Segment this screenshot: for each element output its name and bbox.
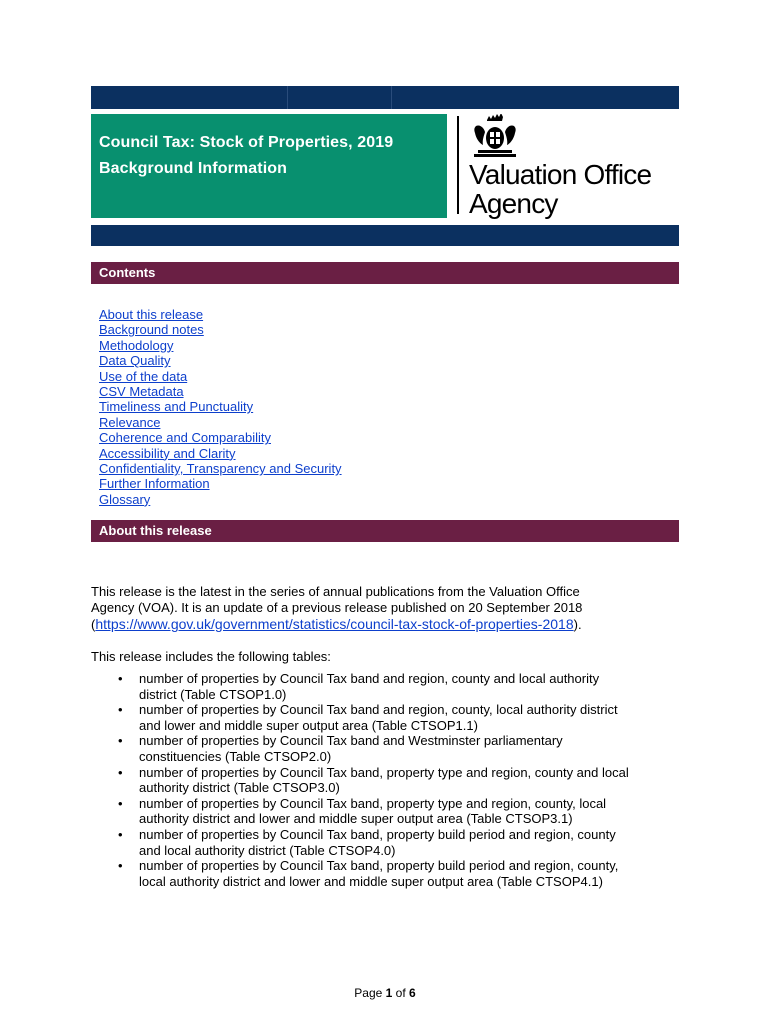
about-text-line: Agency (VOA). It is an update of a previous release published on 20 September 2018 bbox=[91, 600, 583, 615]
toc-item bbox=[99, 369, 342, 384]
page-total: 6 bbox=[409, 986, 416, 1000]
list-item-line: • number of properties by Council Tax band, property build period and region, county bbox=[139, 826, 616, 842]
list-item bbox=[118, 702, 678, 733]
list-item-line: • number of properties by Council Tax band, property type and region, county and local bbox=[139, 764, 629, 780]
list-item-line: constituencies (Table CTSOP2.0) bbox=[139, 748, 332, 764]
toc-item bbox=[99, 446, 342, 461]
list-item bbox=[118, 765, 678, 796]
title-box bbox=[91, 114, 447, 218]
list-item-line: local authority district and lower and middle super output area (Table CTSOP4.1) bbox=[139, 873, 603, 889]
header-top-band bbox=[91, 86, 679, 109]
toc-item bbox=[99, 322, 342, 337]
previous-release-link[interactable]: https://www.gov.uk/government/statistics/council-tax-stock-of-properties-2018 bbox=[95, 616, 574, 632]
list-item-line: and local authority district (Table CTSOP4.0) bbox=[139, 842, 396, 858]
about-text-line bbox=[91, 616, 582, 633]
toc-item bbox=[99, 399, 342, 414]
list-item-line: • number of properties by Council Tax band and region, county and local authority bbox=[139, 671, 600, 686]
toc-link-relevance[interactable]: Relevance bbox=[99, 414, 161, 430]
list-item bbox=[118, 827, 678, 858]
royal-crest-icon bbox=[470, 114, 520, 158]
toc-item bbox=[99, 353, 342, 368]
toc-link-further-information[interactable]: Further Information bbox=[99, 476, 210, 492]
document-subtitle: Background Information bbox=[99, 160, 287, 177]
about-text-line: This release is the latest in the series of annual publications from the Valuation Office bbox=[91, 584, 580, 599]
toc-link-accessibility[interactable]: Accessibility and Clarity bbox=[99, 445, 236, 461]
toc-link-glossary[interactable]: Glossary bbox=[99, 491, 151, 507]
paren-close: ). bbox=[573, 617, 582, 632]
contents-heading: Contents bbox=[91, 262, 679, 284]
of-label: of bbox=[395, 986, 406, 1000]
toc-item bbox=[99, 338, 342, 353]
header-bottom-band bbox=[91, 225, 679, 246]
about-heading: About this release bbox=[91, 520, 679, 542]
list-item bbox=[118, 858, 678, 889]
list-item bbox=[118, 733, 678, 764]
toc-item bbox=[99, 461, 342, 476]
toc-link-methodology[interactable]: Methodology bbox=[99, 337, 174, 353]
toc-link-background[interactable]: Background notes bbox=[99, 322, 204, 338]
document-title: Council Tax: Stock of Properties, 2019 bbox=[99, 134, 394, 151]
agency-logo-line2: Agency bbox=[469, 188, 558, 219]
toc-link-confidentiality[interactable]: Confidentiality, Transparency and Security bbox=[99, 461, 342, 477]
toc-link-about[interactable]: About this release bbox=[99, 307, 204, 322]
list-item-line: • number of properties by Council Tax band and Westminster parliamentary bbox=[139, 733, 563, 749]
tables-list bbox=[118, 671, 678, 889]
paren-open: ( bbox=[91, 617, 96, 632]
list-item-line: • number of properties by Council Tax band, property build period and region, county, bbox=[139, 858, 619, 874]
list-item-line: authority district and lower and middle super output area (Table CTSOP3.1) bbox=[139, 811, 573, 827]
toc-link-csv-metadata[interactable]: CSV Metadata bbox=[99, 384, 184, 400]
band-divider bbox=[287, 86, 288, 109]
page-label: Page bbox=[354, 986, 383, 1000]
toc-item bbox=[99, 492, 342, 507]
toc-link-use-of-data[interactable]: Use of the data bbox=[99, 368, 188, 384]
page-number: 1 bbox=[385, 986, 393, 1000]
toc-item bbox=[99, 415, 342, 430]
logo-divider bbox=[457, 116, 459, 214]
band-divider bbox=[391, 86, 392, 109]
toc-item bbox=[99, 307, 342, 322]
list-item bbox=[118, 796, 678, 827]
toc-item bbox=[99, 476, 342, 491]
list-item-line: authority district (Table CTSOP3.0) bbox=[139, 780, 340, 796]
toc-link-timeliness[interactable]: Timeliness and Punctuality bbox=[99, 399, 254, 415]
list-item-line: district (Table CTSOP1.0) bbox=[139, 686, 287, 702]
about-paragraph bbox=[91, 584, 582, 633]
list-item bbox=[118, 671, 678, 702]
contents-list bbox=[99, 307, 342, 507]
agency-logo-line1: Valuation Office bbox=[469, 159, 652, 190]
page-footer bbox=[0, 986, 770, 1000]
toc-item bbox=[99, 430, 342, 445]
toc-link-coherence[interactable]: Coherence and Comparability bbox=[99, 430, 271, 446]
list-item-line: • number of properties by Council Tax band and region, county, local authority district bbox=[139, 702, 618, 718]
toc-link-data-quality[interactable]: Data Quality bbox=[99, 353, 171, 369]
toc-item bbox=[99, 384, 342, 399]
list-item-line: • number of properties by Council Tax band, property type and region, county, local bbox=[139, 795, 607, 811]
list-item-line: and lower and middle super output area (Table CTSOP1.1) bbox=[139, 717, 478, 733]
tables-intro: This release includes the following tables: bbox=[91, 649, 331, 664]
